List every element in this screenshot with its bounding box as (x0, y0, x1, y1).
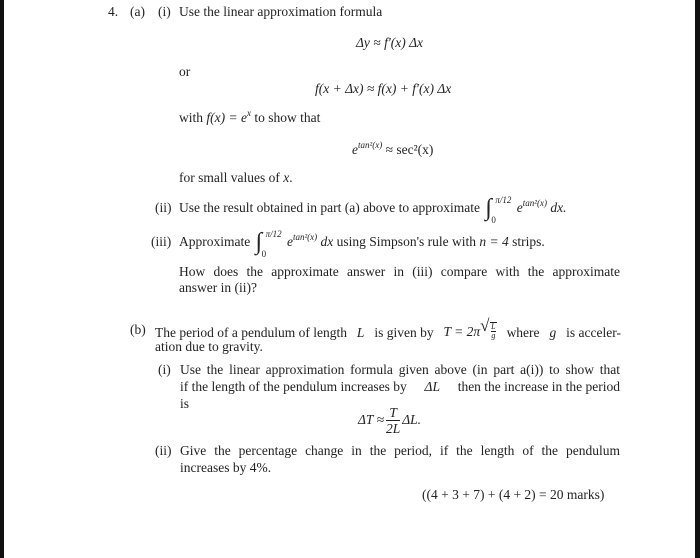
part-a-ii-line (179, 195, 567, 225)
question-number: 4. (108, 4, 119, 19)
part-a-i-intro: Use the linear approximation formula (179, 4, 383, 19)
part-b-ii-line2: increases by 4%. (180, 460, 272, 475)
delta-T-rhs: ΔL. (402, 412, 422, 427)
var-g: g (549, 325, 557, 340)
integrand-exponent: tan²(x) (522, 198, 547, 208)
part-b-label: (b) (130, 322, 146, 337)
fraction (386, 405, 400, 436)
integrand-base: e (516, 200, 523, 215)
part-b-i-text-a: if the length of the pendulum increases by (180, 379, 407, 394)
small-values-end: . (289, 170, 293, 185)
part-b-text-a: The period of a pendulum of length (155, 325, 347, 340)
left-border (0, 0, 4, 558)
integral-upper-limit: π/12 (265, 229, 282, 239)
part-b-text-b: is given by (374, 325, 434, 340)
small-values-text: for small values of (179, 170, 280, 185)
simpson-text: using Simpson's rule with (336, 234, 476, 249)
right-border (695, 0, 700, 558)
small-values-var: x (283, 170, 290, 185)
with-line (179, 110, 320, 126)
strips-text: strips. (512, 234, 545, 249)
part-b-i-text-b: then the increase in the period (457, 379, 620, 394)
marks-total: ((4 + 3 + 7) + (4 + 2) = 20 marks) (422, 487, 605, 502)
part-a-iii-text: Approximate (179, 234, 251, 249)
fraction-denominator: 2L (385, 421, 401, 437)
part-b-line2: ation due to gravity. (155, 339, 263, 354)
part-b-ii-line1: Give the percentage change in the period, if the length of the pendulum (180, 443, 620, 458)
part-a-ii-text: Use the result obtained in part (a) above to approximate (179, 200, 481, 215)
delta-L: ΔL (424, 379, 440, 394)
part-a-ii-label: (ii) (155, 200, 172, 215)
with-exponent: x (246, 108, 251, 118)
square-root: √ $\frac{L}{g}$ (480, 316, 496, 340)
or-text: or (179, 64, 191, 79)
formula-linear-approx: Δy ≈ f′(x) Δx (356, 35, 424, 50)
with-function: f(x) = e (206, 110, 247, 125)
part-b-text-d: is acceler- (566, 325, 621, 340)
period-formula: T = 2π (443, 324, 481, 340)
sqrt-denominator: g (491, 331, 496, 340)
with-prefix: with (179, 110, 204, 125)
small-values-line (179, 170, 293, 186)
integrand-dx: dx. (550, 200, 567, 215)
part-a-iii-line (179, 229, 545, 259)
integral-sign: ∫ π/12 0 (483, 200, 507, 216)
var-L: L (356, 325, 365, 340)
formula-linear-approx-alt: f(x + Δx) ≈ f(x) + f′(x) Δx (315, 81, 452, 96)
sqrt-numerator: L (491, 322, 496, 331)
integral-upper-limit: π/12 (495, 195, 512, 205)
part-a-i-label: (i) (158, 4, 171, 19)
strip-count: n = 4 (479, 234, 509, 249)
integral-sign: ∫ π/12 0 (254, 234, 278, 250)
part-b-text-c: where (506, 325, 540, 340)
part-b-ii-label: (ii) (155, 443, 172, 458)
compare-question-line2: answer in (ii)? (179, 280, 257, 295)
delta-T-formula (358, 405, 421, 436)
part-b-i-line2 (180, 379, 620, 395)
part-b-i-label: (i) (158, 362, 171, 377)
part-b-i-line1: Use the linear approximation formula given above (in part a(i)) to show that (180, 362, 620, 377)
delta-T-lhs: ΔT ≈ (358, 412, 384, 427)
integrand-exponent: tan²(x) (292, 232, 318, 242)
result-base: e (352, 142, 358, 157)
with-suffix: to show that (254, 110, 321, 125)
integrand-dx: dx (320, 234, 334, 249)
result-formula (352, 142, 433, 158)
compare-question-line1: How does the approximate answer in (iii) compare with the approximate (179, 264, 620, 279)
part-b-i-line3: is (180, 396, 190, 411)
integrand-base: e (286, 234, 293, 249)
result-rhs: ≈ sec²(x) (385, 142, 434, 157)
integral-lower-limit: 0 (491, 215, 496, 225)
part-a-label: (a) (130, 4, 145, 19)
integral-lower-limit: 0 (261, 249, 267, 259)
fraction-numerator: T (386, 405, 400, 421)
part-a-iii-label: (iii) (151, 234, 172, 249)
result-exponent: tan²(x) (358, 140, 383, 150)
